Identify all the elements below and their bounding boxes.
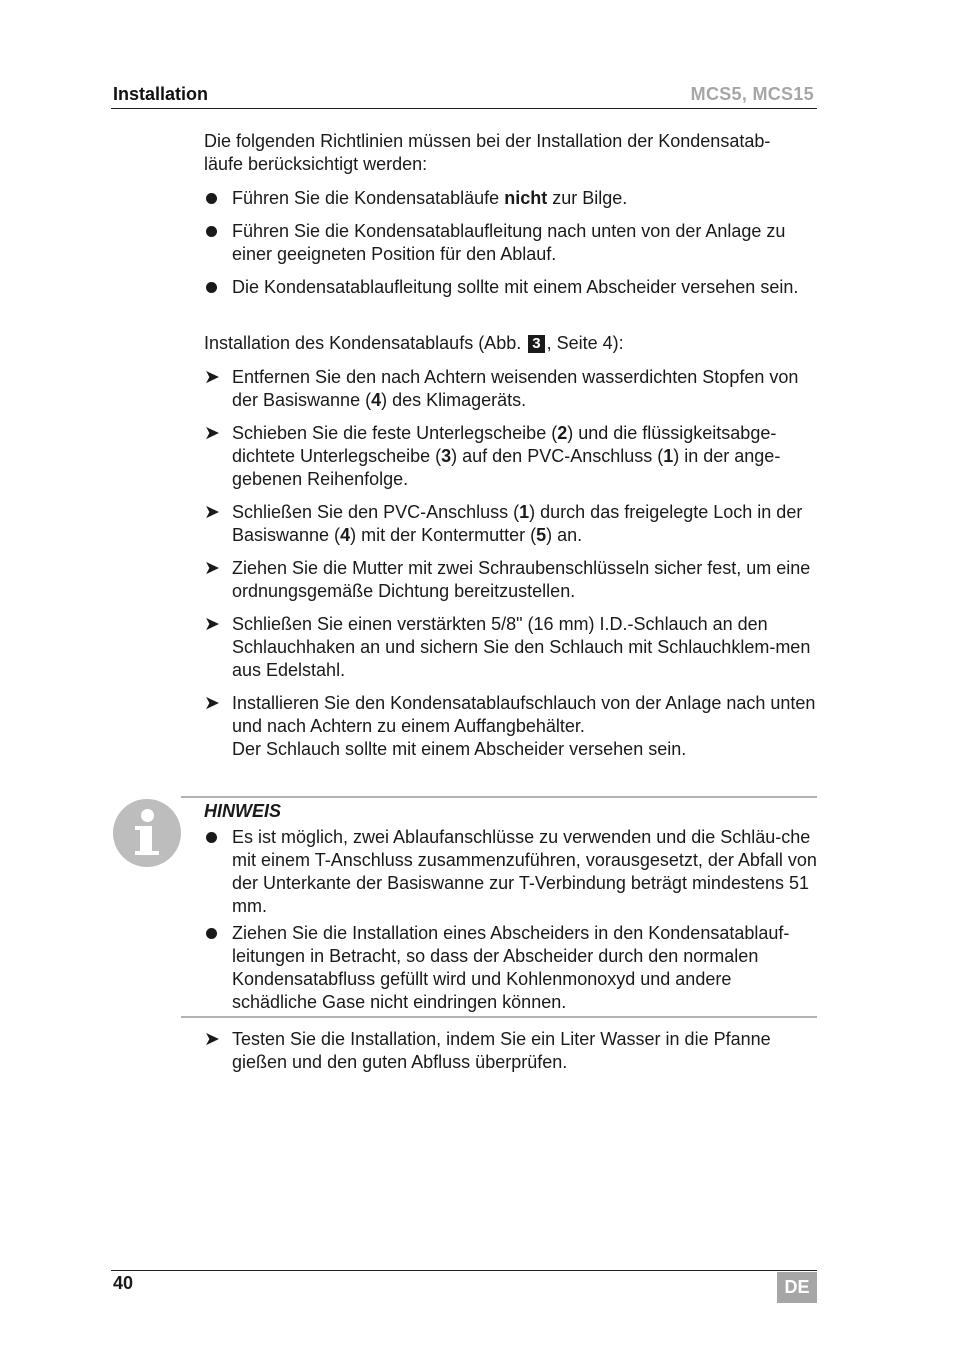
guideline-emphasis: nicht — [504, 188, 548, 208]
install-heading — [204, 332, 820, 355]
step-text: ) an. — [546, 525, 583, 545]
arrow-right-icon: ➤ — [204, 558, 220, 579]
note-box — [181, 796, 817, 1018]
final-step-text: Testen Sie die Installation, indem Sie ein Liter Wasser in die Pfanne gießen und den guten Abfluss überprüfen. — [232, 1029, 771, 1072]
note-item-text: Ziehen Sie die Installation eines Abscheiders in den Kondensatablauf-leitungen in Betracht, so dass der Abscheider durch den normalen Kondensatabfluss gefüllt wird und Kohlenmonoxyd und andere schädliche Gase nicht eindringen können. — [232, 923, 790, 1012]
step-text: ) des Klimageräts. — [381, 390, 527, 410]
step-text: Ziehen Sie die Mutter mit zwei Schraubenschlüsseln sicher fest, um eine ordnungsgemäße Dichtung bereitzustellen. — [232, 558, 811, 601]
step-text: ) durch das freigelegte Loch in der Basiswanne ( — [232, 502, 803, 545]
main-content — [204, 130, 820, 771]
step-part-number: 5 — [536, 525, 547, 545]
step-item — [204, 692, 820, 761]
arrow-right-icon: ➤ — [204, 1029, 220, 1050]
arrow-right-icon: ➤ — [204, 367, 220, 388]
language-badge: DE — [777, 1272, 817, 1303]
step-part-number: 2 — [557, 423, 568, 443]
step-text: Schließen Sie den PVC-Anschluss ( — [232, 502, 520, 522]
guideline-item — [204, 220, 820, 266]
guideline-text-end: zur Bilge. — [547, 188, 628, 208]
guideline-list — [204, 187, 820, 299]
step-text: ) auf den PVC-Anschluss ( — [451, 446, 664, 466]
info-icon-base — [135, 851, 159, 855]
step-item — [204, 557, 820, 603]
step-text: ) und die flüssigkeitsabge-dichtete Unterlegscheibe ( — [232, 423, 777, 466]
guideline-text: Führen Sie die Kondensatablaufleitung nach unten von der Anlage zu einer geeigneten Position für den Ablauf. — [232, 221, 786, 264]
note-item — [204, 922, 818, 1014]
note-list — [204, 826, 818, 1014]
arrow-right-icon: ➤ — [204, 614, 220, 635]
step-part-number: 4 — [371, 390, 382, 410]
step-item — [204, 366, 820, 412]
step-part-number: 1 — [519, 502, 530, 522]
note-item — [204, 826, 818, 918]
step-text: Entfernen Sie den nach Achtern weisenden wasserdichten Stopfen von der Basiswanne ( — [232, 367, 799, 410]
step-item — [204, 613, 820, 682]
final-content — [204, 1028, 820, 1074]
step-item — [204, 422, 820, 491]
model-label: MCS5, MCS15 — [690, 84, 814, 104]
guideline-text: Führen Sie die Kondensatabläufe — [232, 188, 505, 208]
install-heading-post: , Seite 4): — [546, 333, 624, 353]
step-text: Der Schlauch sollte mit einem Abscheider versehen sein. — [232, 739, 687, 759]
note-inner — [204, 800, 818, 1014]
arrow-right-icon: ➤ — [204, 693, 220, 714]
header-rule — [111, 108, 817, 109]
footer-rule — [111, 1270, 817, 1271]
step-item — [204, 501, 820, 547]
step-part-number: 3 — [441, 446, 452, 466]
step-part-number: 4 — [340, 525, 351, 545]
step-text: Schieben Sie die feste Unterlegscheibe ( — [232, 423, 558, 443]
step-text: ) mit der Kontermutter ( — [350, 525, 537, 545]
section-title: Installation — [113, 84, 209, 104]
arrow-right-icon: ➤ — [204, 423, 220, 444]
intro-text: Die folgenden Richtlinien müssen bei der Installation der Kondensatab- läufe berücksichtigt werden: — [204, 131, 771, 174]
page-number: 40 — [113, 1273, 134, 1293]
figure-ref-badge: 3 — [528, 335, 544, 353]
arrow-right-icon: ➤ — [204, 502, 220, 523]
guideline-item — [204, 187, 820, 210]
guideline-item — [204, 276, 820, 299]
info-icon-bar — [140, 826, 152, 854]
install-heading-pre: Installation des Kondensatablaufs (Abb. — [204, 333, 527, 353]
step-text: ) in der ange-gebenen Reihenfolge. — [232, 446, 781, 489]
final-step-item — [204, 1028, 820, 1074]
guideline-text: Die Kondensatablaufleitung sollte mit einem Abscheider versehen sein. — [232, 277, 799, 297]
step-text: Schließen Sie einen verstärkten 5/8" (16 mm) I.D.-Schlauch an den Schlauchhaken an und sichern Sie den Schlauch mit Schlauchklem-men aus Edelstahl. — [232, 614, 811, 680]
note-item-text: Es ist möglich, zwei Ablaufanschlüsse zu verwenden und die Schläu-che mit einem T-Anschluss zusammenzuführen, vorausgesetzt, der Abfall von der Unterkante der Basiswanne zur T-Verbindung beträgt mindestens 51 mm. — [232, 827, 817, 916]
note-title: HINWEIS — [204, 801, 282, 821]
step-list — [204, 366, 820, 761]
info-icon-dot — [141, 809, 154, 822]
info-icon — [113, 799, 181, 867]
step-part-number: 1 — [663, 446, 674, 466]
step-text: Installieren Sie den Kondensatablaufschlauch von der Anlage nach unten und nach Achtern zu einem Auffangbehälter. — [232, 693, 816, 736]
